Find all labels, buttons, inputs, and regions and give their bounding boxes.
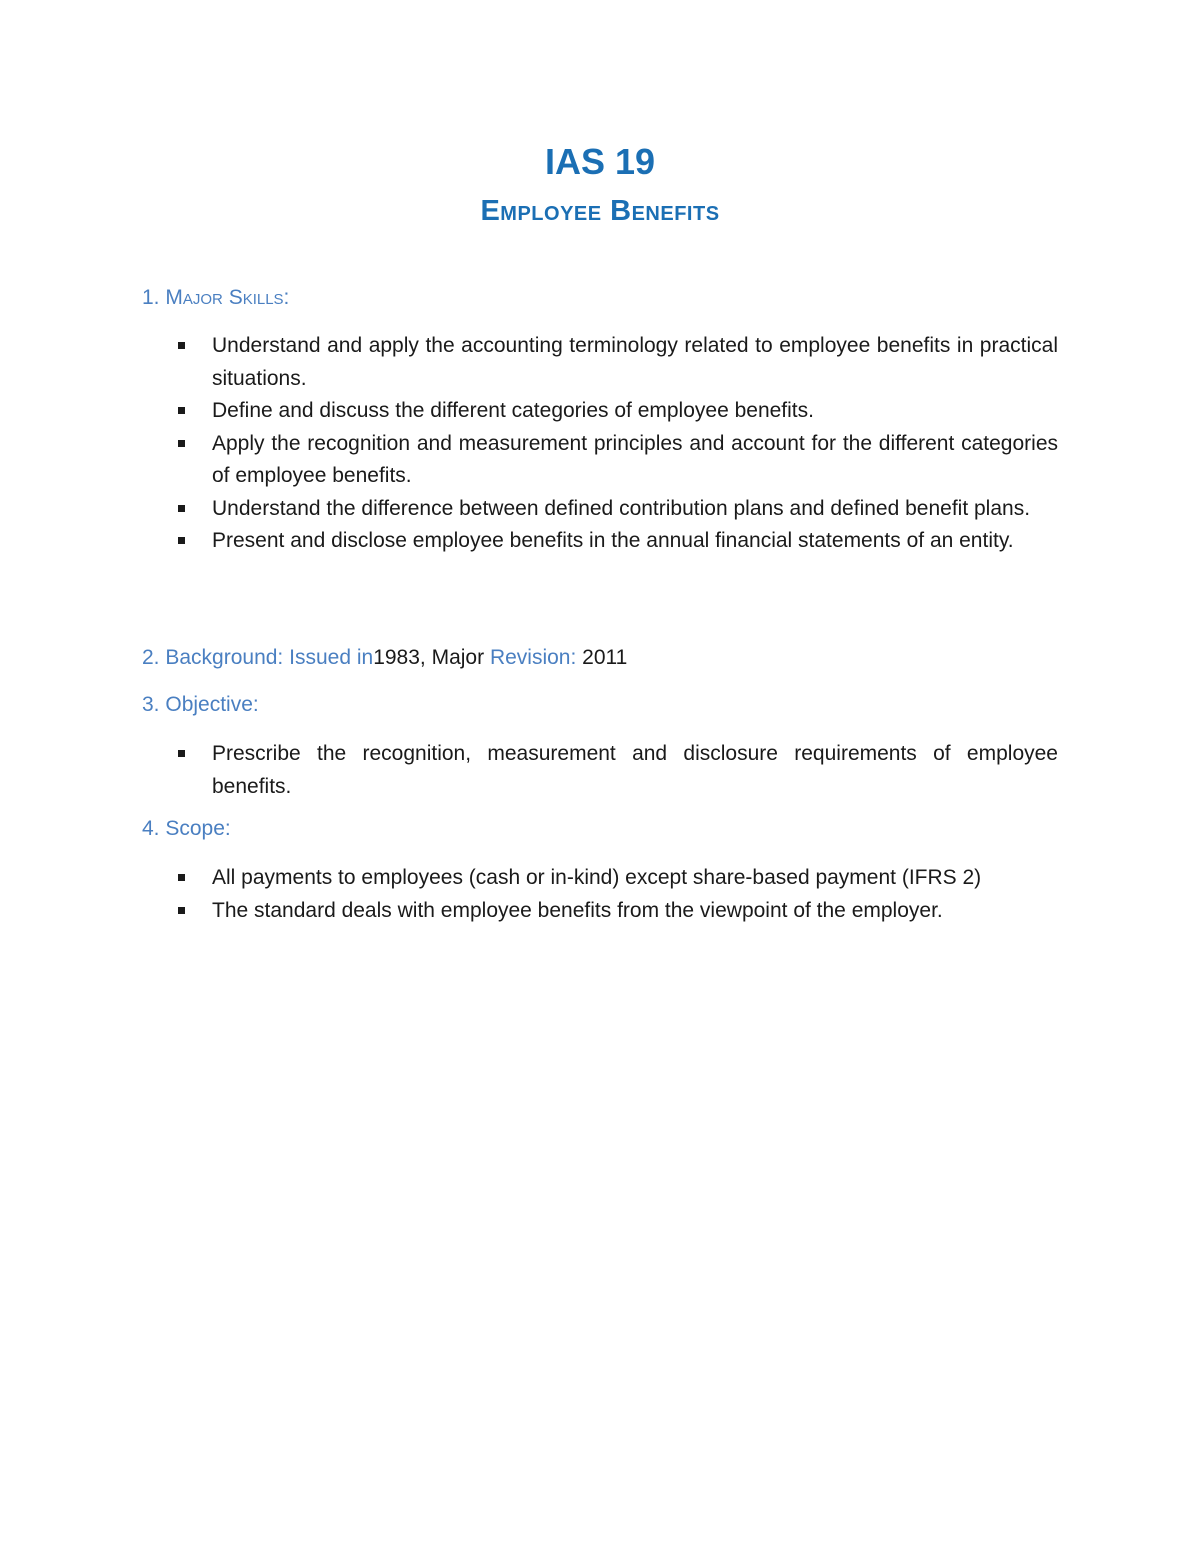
- list-item: [212, 330, 1058, 395]
- square-bullet-icon: [178, 750, 185, 757]
- list-item-text: Apply the recognition and measurement principles and account for the different categories of employee benefits.: [212, 431, 1058, 487]
- section-title: Objective:: [165, 693, 259, 716]
- square-bullet-icon: [178, 440, 185, 447]
- square-bullet-icon: [178, 537, 185, 544]
- list-item: [212, 428, 1058, 493]
- square-bullet-icon: [178, 342, 185, 349]
- section-number: 2.: [142, 646, 160, 669]
- issued-label: Issued in: [289, 646, 374, 669]
- list-item: [212, 525, 1058, 558]
- list-item-text: Prescribe the recognition, measurement and disclosure requirements of employee benefits.: [212, 742, 1058, 798]
- revision-year: 2011: [582, 646, 628, 669]
- section-number: 1.: [142, 286, 160, 309]
- objective-list: [212, 738, 1058, 803]
- list-item-text: Understand and apply the accounting terminology related to employee benefits in practical situations.: [212, 334, 1058, 390]
- section-title: Major Skills:: [165, 286, 290, 309]
- issued-year: 1983, Major: [373, 646, 485, 669]
- scope-list: [212, 862, 1058, 927]
- section-heading-major-skills: [142, 284, 289, 312]
- major-skills-list: [212, 330, 1058, 558]
- section-title: Background:: [165, 646, 284, 669]
- revision-label: Revision:: [489, 646, 577, 669]
- list-item-text: The standard deals with employee benefits from the viewpoint of the employer.: [212, 898, 943, 922]
- page-subtitle: Employee Benefits: [480, 195, 720, 227]
- list-item-text: Understand the difference between defined contribution plans and defined benefit plans.: [212, 496, 1031, 520]
- square-bullet-icon: [178, 874, 185, 881]
- list-item: [212, 493, 1058, 526]
- section-heading-objective: [142, 691, 259, 719]
- section-heading-background: [142, 644, 627, 672]
- square-bullet-icon: [178, 907, 185, 914]
- list-item-text: Present and disclose employee benefits in the annual financial statements of an entity.: [212, 529, 1014, 552]
- list-item: [212, 862, 1058, 895]
- square-bullet-icon: [178, 407, 185, 414]
- page-title: IAS 19: [544, 141, 656, 182]
- square-bullet-icon: [178, 505, 185, 512]
- section-number: 4.: [142, 817, 160, 840]
- list-item-text: All payments to employees (cash or in-kind) except share-based payment (IFRS 2): [212, 866, 982, 889]
- list-item: [212, 895, 1058, 928]
- list-item: [212, 395, 1058, 428]
- section-title: Scope:: [165, 817, 231, 840]
- list-item-text: Define and discuss the different categories of employee benefits.: [212, 399, 814, 422]
- list-item: [212, 738, 1058, 803]
- section-heading-scope: [142, 815, 231, 843]
- section-number: 3.: [142, 693, 160, 716]
